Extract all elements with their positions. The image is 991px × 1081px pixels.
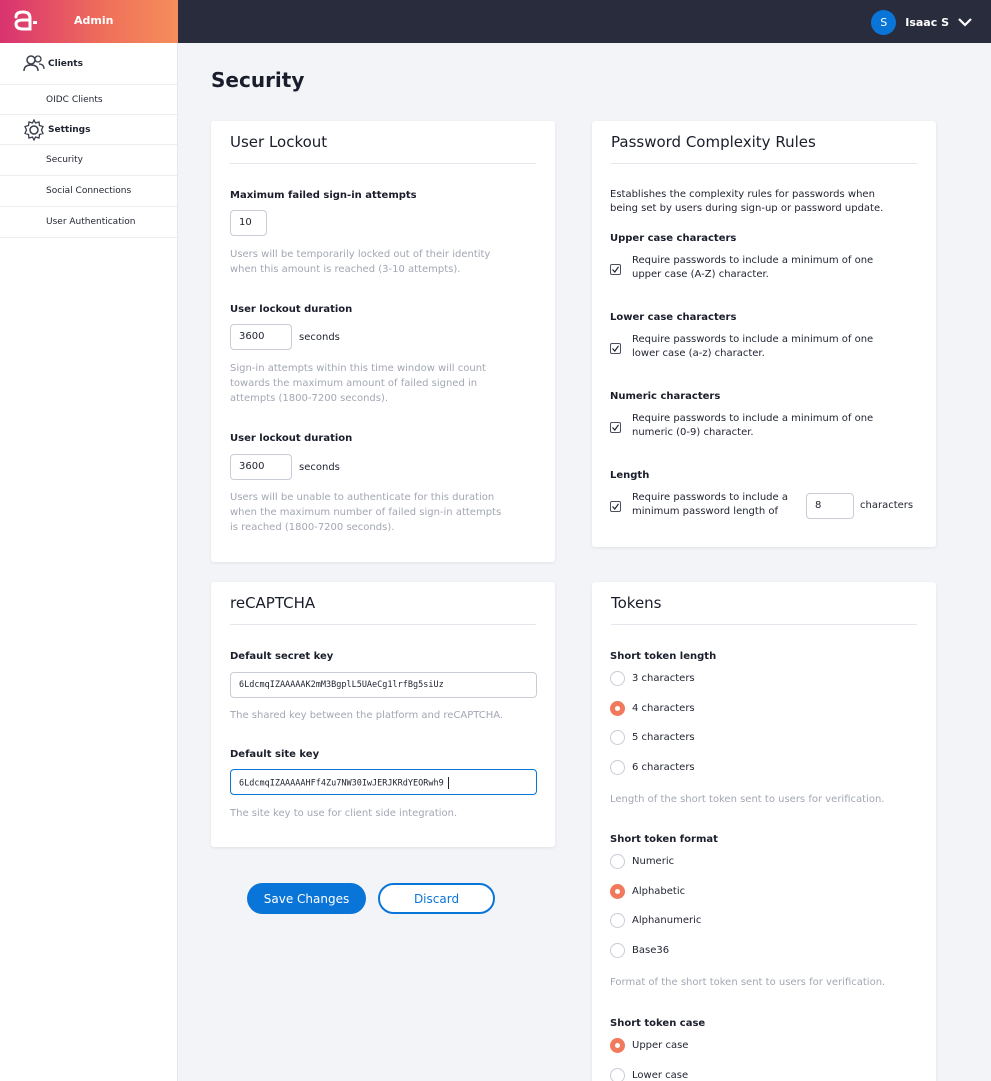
tokens-card <box>592 582 936 1081</box>
radio-label: 6 characters <box>632 762 695 773</box>
sidebar-item-security[interactable]: Security <box>0 145 177 176</box>
text-line: Require passwords to include a minimum of one <box>632 413 874 424</box>
text-cursor <box>448 777 449 789</box>
radio-label: 5 characters <box>632 732 695 743</box>
lockout-duration-input-2[interactable]: 3600 <box>230 454 292 480</box>
radio-label: Lower case <box>632 1070 689 1081</box>
secret-key-help: The shared key between the platform and reCAPTCHA. <box>230 710 504 721</box>
upper-case-checkbox[interactable] <box>610 264 621 275</box>
unit-label: characters <box>860 500 914 511</box>
length-label: Length <box>610 470 650 481</box>
secret-key-input[interactable]: 6LdcmqIZAAAAAK2mM3BgplL5UAeCg1lrfBg5siUz <box>230 672 537 698</box>
radio-6-characters[interactable] <box>610 760 625 775</box>
text-line: numeric (0-9) character. <box>632 427 754 438</box>
unit-label: seconds <box>299 462 340 473</box>
lower-case-label: Lower case characters <box>610 312 737 323</box>
user-name[interactable]: Isaac S <box>905 15 949 29</box>
help-line: Users will be unable to authenticate for this duration <box>230 492 495 503</box>
max-attempts-help <box>230 247 490 277</box>
radio-numeric[interactable] <box>610 854 625 869</box>
token-length-label: Short token length <box>610 651 717 662</box>
lower-case-text <box>632 333 873 361</box>
lockout-duration-input[interactable]: 3600 <box>230 324 292 350</box>
app-title: Admin <box>74 14 114 27</box>
text-line: upper case (A-Z) character. <box>632 269 769 280</box>
radio-label: Alphanumeric <box>632 915 702 926</box>
text-line: minimum password length of <box>632 506 778 517</box>
lockout-duration-label-2: User lockout duration <box>230 433 353 444</box>
check-icon <box>612 266 619 273</box>
sidebar-group-label: Settings <box>48 124 91 135</box>
text-line: being set by users during sign-up or password update. <box>610 203 884 214</box>
check-icon <box>612 345 619 352</box>
radio-alphabetic[interactable] <box>610 884 625 899</box>
length-text <box>632 491 788 519</box>
text-line: Require passwords to include a minimum of one <box>632 255 874 266</box>
site-key-input[interactable] <box>230 769 537 795</box>
token-format-label: Short token format <box>610 834 718 845</box>
radio-base36[interactable] <box>610 943 625 958</box>
sidebar-group-clients[interactable] <box>0 43 177 85</box>
site-key-help: The site key to use for client side integration. <box>230 808 458 819</box>
numeric-checkbox[interactable] <box>610 422 621 433</box>
gear-icon <box>22 119 46 141</box>
token-format-help: Format of the short token sent to users for verification. <box>610 977 886 988</box>
lockout-duration-label: User lockout duration <box>230 304 353 315</box>
divider <box>611 624 917 625</box>
password-intro <box>610 188 883 216</box>
token-length-help: Length of the short token sent to users for verification. <box>610 794 885 805</box>
user-lockout-card <box>211 121 555 562</box>
recaptcha-card <box>211 582 555 847</box>
numeric-text <box>632 412 873 440</box>
text-line: lower case (a-z) character. <box>632 348 765 359</box>
sidebar <box>0 43 178 1081</box>
max-attempts-label: Maximum failed sign-in attempts <box>230 190 417 201</box>
numeric-label: Numeric characters <box>610 391 721 402</box>
card-title: Tokens <box>611 594 662 612</box>
radio-label: 3 characters <box>632 673 695 684</box>
avatar[interactable]: S <box>871 10 896 35</box>
unit-label: seconds <box>299 332 340 343</box>
sidebar-group-label: Clients <box>48 58 83 69</box>
radio-3-characters[interactable] <box>610 671 625 686</box>
password-complexity-card <box>592 121 936 547</box>
sidebar-item-oidc-clients[interactable]: OIDC Clients <box>0 85 177 115</box>
discard-button[interactable]: Discard <box>378 883 495 914</box>
card-title: reCAPTCHA <box>230 594 316 612</box>
text-line: Establishes the complexity rules for passwords when <box>610 189 875 200</box>
radio-upper-case[interactable] <box>610 1038 625 1053</box>
app-logo-icon <box>13 9 39 33</box>
sidebar-item-user-authentication[interactable]: User Authentication <box>0 207 177 238</box>
upper-case-label: Upper case characters <box>610 233 737 244</box>
text-line: Require passwords to include a minimum of one <box>632 334 874 345</box>
text-line: Require passwords to include a <box>632 492 788 503</box>
help-line: when this amount is reached (3-10 attempts). <box>230 264 461 275</box>
sidebar-group-settings[interactable] <box>0 115 177 145</box>
upper-case-text <box>632 254 873 282</box>
help-line: is reached (1800-7200 seconds). <box>230 522 395 533</box>
top-bar <box>0 0 991 43</box>
secret-key-label: Default secret key <box>230 651 334 662</box>
radio-lower-case[interactable] <box>610 1068 625 1081</box>
min-length-input[interactable]: 8 <box>806 493 854 519</box>
lower-case-checkbox[interactable] <box>610 343 621 354</box>
check-icon <box>612 424 619 431</box>
user-menu[interactable] <box>871 9 973 35</box>
max-attempts-input[interactable]: 10 <box>230 210 267 236</box>
lockout-duration-help <box>230 361 486 406</box>
check-icon <box>612 503 619 510</box>
card-title: User Lockout <box>230 133 328 151</box>
radio-label: Upper case <box>632 1040 689 1051</box>
help-line: Sign-in attempts within this time window will count <box>230 363 486 374</box>
help-line: when the maximum number of failed sign-in attempts <box>230 507 502 518</box>
radio-4-characters[interactable] <box>610 701 625 716</box>
card-title: Password Complexity Rules <box>611 133 816 151</box>
length-checkbox[interactable] <box>610 501 621 512</box>
save-changes-button[interactable]: Save Changes <box>247 883 366 914</box>
sidebar-item-social-connections[interactable]: Social Connections <box>0 176 177 207</box>
site-key-value: 6LdcmqIZAAAAAHFf4Zu7NW30IwJERJKRdYEORwh9 <box>239 778 444 789</box>
brand[interactable] <box>0 0 178 43</box>
divider <box>230 163 536 164</box>
help-line: attempts (1800-7200 seconds). <box>230 393 389 404</box>
radio-alphanumeric[interactable] <box>610 913 625 928</box>
help-line: towards the maximum amount of failed signed in <box>230 378 478 389</box>
help-line: Users will be temporarily locked out of their identity <box>230 249 491 260</box>
radio-label: 4 characters <box>632 703 695 714</box>
divider <box>230 624 536 625</box>
divider <box>611 163 917 164</box>
radio-label: Alphabetic <box>632 886 686 897</box>
page-title: Security <box>211 68 305 92</box>
radio-5-characters[interactable] <box>610 730 625 745</box>
token-case-label: Short token case <box>610 1018 706 1029</box>
radio-label: Base36 <box>632 945 670 956</box>
users-icon <box>22 53 46 75</box>
site-key-label: Default site key <box>230 749 320 760</box>
lockout-duration-help-2 <box>230 490 501 535</box>
radio-label: Numeric <box>632 856 675 867</box>
chevron-down-icon[interactable] <box>957 16 973 28</box>
